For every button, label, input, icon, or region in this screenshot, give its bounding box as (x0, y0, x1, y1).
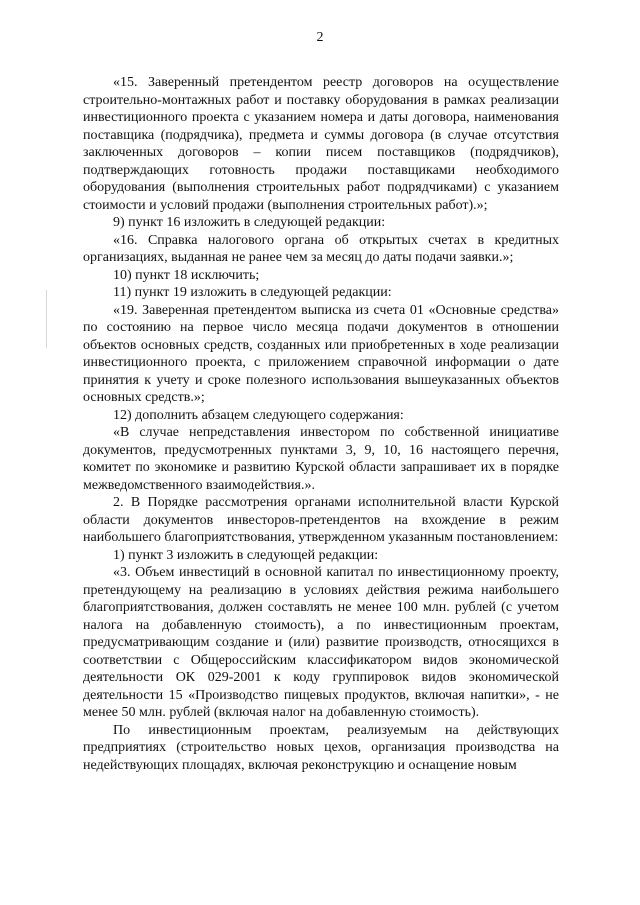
paragraph-amend-12: 12) дополнить абзацем следующего содержания: (113, 407, 404, 423)
paragraph-item-16: «16. Справка налогового органа об открытых счетах в кредитных организациях, выданная не ранее чем за месяц до даты подачи заявки.»; (83, 232, 559, 265)
document-body (83, 74, 559, 774)
paragraph-amend-9: 9) пункт 16 изложить в следующей редакции: (113, 215, 386, 230)
paragraph-amend-1: 1) пункт 3 изложить в следующей редакции: (113, 547, 379, 563)
page-number: 2 (316, 30, 324, 45)
paragraph-item-15: «15. Заверенный претендентом реестр договоров на осуществление строительно-монтажных работ и поставку оборудования в рамках реализации инвестиционного проекта с указанием номера и даты договора, наименования поставщика (подрядчика), предмета и суммы договора (в случае отсутствия заключенных договоров – копии писем поставщиков (подрядчиков), подтверждающих готовность продажи поставщиками необходимого оборудования (выполнения строительных работ подрядчиками) с указанием стоимости и условий продажи (выполнения строительных работ).»; (83, 75, 559, 213)
paragraph-item-19: «19. Заверенная претендентом выписка из счета 01 «Основные средства» по состоянию на первое число месяца подачи документов в отношении объектов основных средств, созданных или приобретенных в ходе реализации инвестиционного проекта, с приложением справочной информации о дате принятия к учету и сроке полезного использования вышеуказанных объектов основных средств.»; (83, 302, 559, 405)
paragraph-existing-enterprises: По инвестиционным проектам, реализуемым на действующих предприятиях (строительство новых цехов, организация производства на недействующих площадях, включая реконструкцию и оснащение новым (83, 722, 559, 773)
paragraph-interagency: «В случае непредставления инвестором по собственной инициативе документов, предусмотренных пунктами 3, 9, 10, 16 настоящего перечня, комитет по экономике и развитию Курской области запрашивает их в порядке межведомственного взаимодействия.». (83, 425, 559, 493)
paragraph-item-3: «3. Объем инвестиций в основной капитал по инвестиционному проекту, претендующему на реализацию в условиях действия режима наибольшего благоприятствования, должен составлять не менее 100 млн. рублей (с учетом налога на добавленную стоимость), а по инвестиционным проектам, предусматривающим создание и (или) развитие производств, относящихся в соответствии с Общероссийским классификатором видов экономической деятельности ОК 029-2001 к коду группировок видов экономической деятельности 15 «Производство пищевых продуктов, включая напитки», - не менее 50 млн. рублей (включая налог на добавленную стоимость). (83, 565, 559, 720)
paragraph-section-2: 2. В Порядке рассмотрения органами исполнительной власти Курской области документов инвесторов-претендентов на вхождение в режим наибольшего благоприятствования, утвержденном указанным постановлением: (83, 495, 559, 545)
paragraph-amend-11: 11) пункт 19 изложить в следующей редакции: (113, 285, 392, 300)
margin-scan-mark (46, 290, 47, 348)
paragraph-amend-10: 10) пункт 18 исключить; (113, 267, 260, 283)
